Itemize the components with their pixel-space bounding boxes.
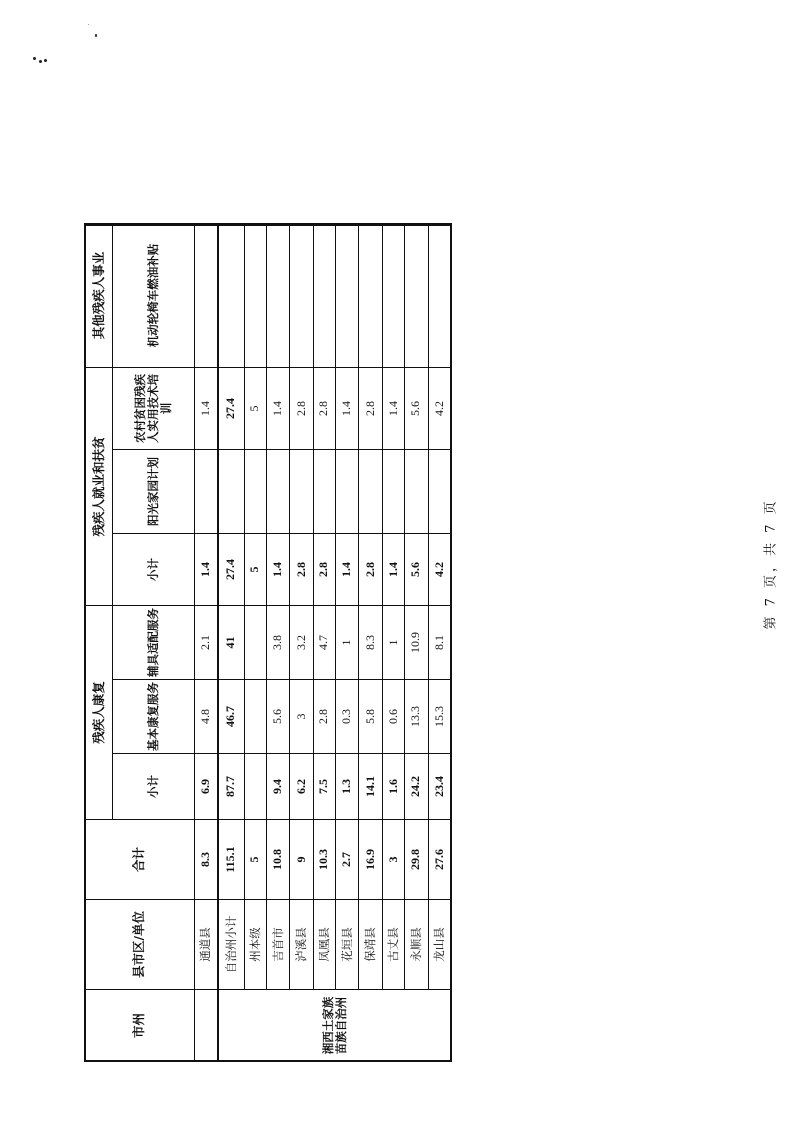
cell-total: 29.8	[405, 820, 428, 900]
disability-funding-table	[84, 223, 452, 1062]
cell-county: 吉首市	[266, 900, 289, 990]
city-cell-merged: 湘西土家族苗族自治州	[218, 990, 452, 1062]
cell-other-fuel	[218, 223, 244, 367]
table-row	[359, 223, 382, 1061]
header-rehab-basic: 基本康复服务	[113, 680, 194, 754]
cell-total: 3	[382, 820, 404, 900]
cell-rehab-basic	[244, 680, 266, 754]
table-row	[218, 223, 244, 1061]
cell-rehab-subtotal: 6.9	[194, 754, 217, 820]
cell-employ-training: 4.2	[428, 367, 451, 449]
cell-rehab-basic: 4.8	[194, 680, 217, 754]
city-cell	[194, 990, 217, 1062]
cell-employ-subtotal: 1.4	[336, 533, 359, 605]
cell-other-fuel	[428, 223, 451, 367]
cell-employ-training: 1.4	[266, 367, 289, 449]
cell-employ-sunshine	[313, 449, 335, 533]
cell-rehab-basic: 5.8	[359, 680, 382, 754]
cell-rehab-device: 1	[382, 605, 404, 679]
cell-rehab-basic: 0.6	[382, 680, 404, 754]
cell-employ-subtotal: 1.4	[382, 533, 404, 605]
cell-rehab-subtotal: 1.3	[336, 754, 359, 820]
cell-employ-training: 2.8	[313, 367, 335, 449]
cell-county: 古丈县	[382, 900, 404, 990]
cell-total: 115.1	[218, 820, 244, 900]
header-total: 合计	[85, 820, 195, 900]
cell-employ-sunshine	[382, 449, 404, 533]
cell-other-fuel	[382, 223, 404, 367]
cell-rehab-device: 1	[336, 605, 359, 679]
cell-rehab-basic: 5.6	[266, 680, 289, 754]
cell-employ-training: 1.4	[336, 367, 359, 449]
cell-employ-training: 1.4	[194, 367, 217, 449]
table-body	[194, 223, 451, 1061]
table-row	[382, 223, 404, 1061]
cell-rehab-subtotal: 1.6	[382, 754, 404, 820]
cell-total: 2.7	[336, 820, 359, 900]
cell-rehab-basic: 46.7	[218, 680, 244, 754]
header-employ-training: 农村贫困残疾人实用技术培训	[113, 367, 194, 449]
header-other-fuel: 机动轮椅车燃油补贴	[113, 223, 194, 367]
header-rehab-group: 残疾人康复	[85, 605, 113, 819]
cell-total: 8.3	[194, 820, 217, 900]
cell-rehab-device: 4.7	[313, 605, 335, 679]
cell-employ-subtotal: 2.8	[359, 533, 382, 605]
cell-other-fuel	[359, 223, 382, 367]
cell-rehab-subtotal: 87.7	[218, 754, 244, 820]
cell-total: 9	[290, 820, 313, 900]
table-row	[266, 223, 289, 1061]
cell-rehab-device: 8.3	[359, 605, 382, 679]
cell-county: 通道县	[194, 900, 217, 990]
cell-rehab-device: 3.8	[266, 605, 289, 679]
page-number: 第 7 页，共 7 页	[763, 498, 779, 630]
page-footer	[749, 498, 789, 633]
cell-employ-subtotal: 1.4	[266, 533, 289, 605]
cell-employ-sunshine	[428, 449, 451, 533]
cell-total: 16.9	[359, 820, 382, 900]
header-county: 县市区/单位	[85, 900, 195, 990]
cell-employ-training: 1.4	[382, 367, 404, 449]
cell-other-fuel	[313, 223, 335, 367]
cell-employ-sunshine	[218, 449, 244, 533]
cell-rehab-subtotal: 9.4	[266, 754, 289, 820]
cell-county: 花垣县	[336, 900, 359, 990]
cell-rehab-basic: 13.3	[405, 680, 428, 754]
header-rehab-subtotal: 小计	[113, 754, 194, 820]
cell-rehab-subtotal	[244, 754, 266, 820]
cell-employ-sunshine	[336, 449, 359, 533]
cell-county: 泸溪县	[290, 900, 313, 990]
table-row	[244, 223, 266, 1061]
cell-county: 龙山县	[428, 900, 451, 990]
cell-employ-training: 5	[244, 367, 266, 449]
cell-employ-sunshine	[405, 449, 428, 533]
cell-rehab-device	[244, 605, 266, 679]
header-rehab-device: 辅具适配服务	[113, 605, 194, 679]
cell-rehab-subtotal: 14.1	[359, 754, 382, 820]
table-row	[428, 223, 451, 1061]
header-employ-group: 残疾人就业和扶贫	[85, 367, 113, 605]
cell-rehab-basic: 15.3	[428, 680, 451, 754]
cell-employ-sunshine	[290, 449, 313, 533]
header-city: 市州	[85, 990, 195, 1062]
rotated-table-page	[84, 224, 452, 1062]
cell-rehab-subtotal: 7.5	[313, 754, 335, 820]
cell-rehab-subtotal: 23.4	[428, 754, 451, 820]
cell-other-fuel	[336, 223, 359, 367]
header-employ-sunshine: 阳光家园计划	[113, 449, 194, 533]
cell-other-fuel	[194, 223, 217, 367]
cell-employ-subtotal: 27.4	[218, 533, 244, 605]
cell-rehab-device: 2.1	[194, 605, 217, 679]
cell-employ-subtotal: 2.8	[313, 533, 335, 605]
cell-employ-sunshine	[194, 449, 217, 533]
cell-employ-subtotal: 1.4	[194, 533, 217, 605]
cell-employ-subtotal: 5	[244, 533, 266, 605]
cell-rehab-device: 8.1	[428, 605, 451, 679]
table-row	[290, 223, 313, 1061]
cell-other-fuel	[244, 223, 266, 367]
cell-county: 凤凰县	[313, 900, 335, 990]
cell-other-fuel	[290, 223, 313, 367]
cell-other-fuel	[405, 223, 428, 367]
cell-county: 自治州小计	[218, 900, 244, 990]
cell-rehab-basic: 0.3	[336, 680, 359, 754]
cell-county: 永顺县	[405, 900, 428, 990]
cell-total: 27.6	[428, 820, 451, 900]
table-row	[336, 223, 359, 1061]
cell-employ-sunshine	[359, 449, 382, 533]
cell-employ-subtotal: 4.2	[428, 533, 451, 605]
table-row	[194, 223, 217, 1061]
cell-rehab-subtotal: 6.2	[290, 754, 313, 820]
cell-employ-training: 27.4	[218, 367, 244, 449]
cell-rehab-basic: 3	[290, 680, 313, 754]
cell-county: 保靖县	[359, 900, 382, 990]
cell-employ-sunshine	[244, 449, 266, 533]
cell-total: 10.3	[313, 820, 335, 900]
cell-employ-training: 2.8	[290, 367, 313, 449]
cell-employ-subtotal: 2.8	[290, 533, 313, 605]
cell-employ-sunshine	[266, 449, 289, 533]
cell-other-fuel	[266, 223, 289, 367]
table-row	[405, 223, 428, 1061]
cell-rehab-subtotal: 24.2	[405, 754, 428, 820]
cell-rehab-device: 3.2	[290, 605, 313, 679]
header-employ-subtotal: 小计	[113, 533, 194, 605]
cell-rehab-device: 41	[218, 605, 244, 679]
cell-total: 10.8	[266, 820, 289, 900]
cell-rehab-device: 10.9	[405, 605, 428, 679]
cell-rehab-basic: 2.8	[313, 680, 335, 754]
cell-county: 州本级	[244, 900, 266, 990]
cell-employ-training: 2.8	[359, 367, 382, 449]
cell-total: 5	[244, 820, 266, 900]
cell-employ-subtotal: 5.6	[405, 533, 428, 605]
cell-employ-training: 5.6	[405, 367, 428, 449]
table-row	[313, 223, 335, 1061]
header-other-group: 其他残疾人事业	[85, 223, 113, 367]
